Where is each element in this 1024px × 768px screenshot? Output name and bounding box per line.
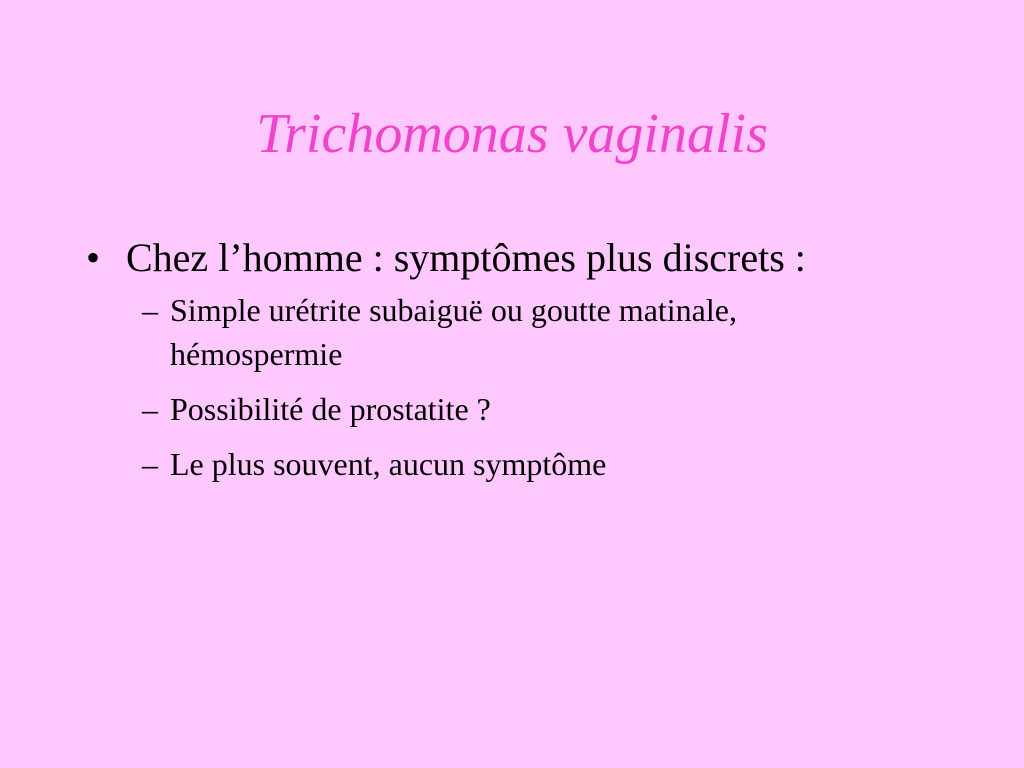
slide-title: Trichomonas vaginalis — [256, 103, 768, 165]
bullet-text: Chez l’homme : symptômes plus discrets : — [126, 235, 806, 280]
sub-item-text: Le plus souvent, aucun symptôme — [170, 446, 607, 482]
sub-item — [142, 288, 966, 376]
bullet-item — [86, 232, 966, 284]
dash-marker-icon: – — [142, 292, 158, 328]
sub-list — [86, 288, 966, 486]
sub-item-text: Simple urétrite subaiguë ou goutte matinale, hémospermie — [170, 292, 737, 372]
slide-content — [86, 232, 966, 497]
sub-item-text: Possibilité de prostatite ? — [170, 391, 491, 427]
dash-marker-icon: – — [142, 446, 158, 482]
sub-item — [142, 387, 966, 431]
sub-item — [142, 442, 966, 486]
dash-marker-icon: – — [142, 391, 158, 427]
bullet-marker-icon: • — [86, 235, 101, 280]
